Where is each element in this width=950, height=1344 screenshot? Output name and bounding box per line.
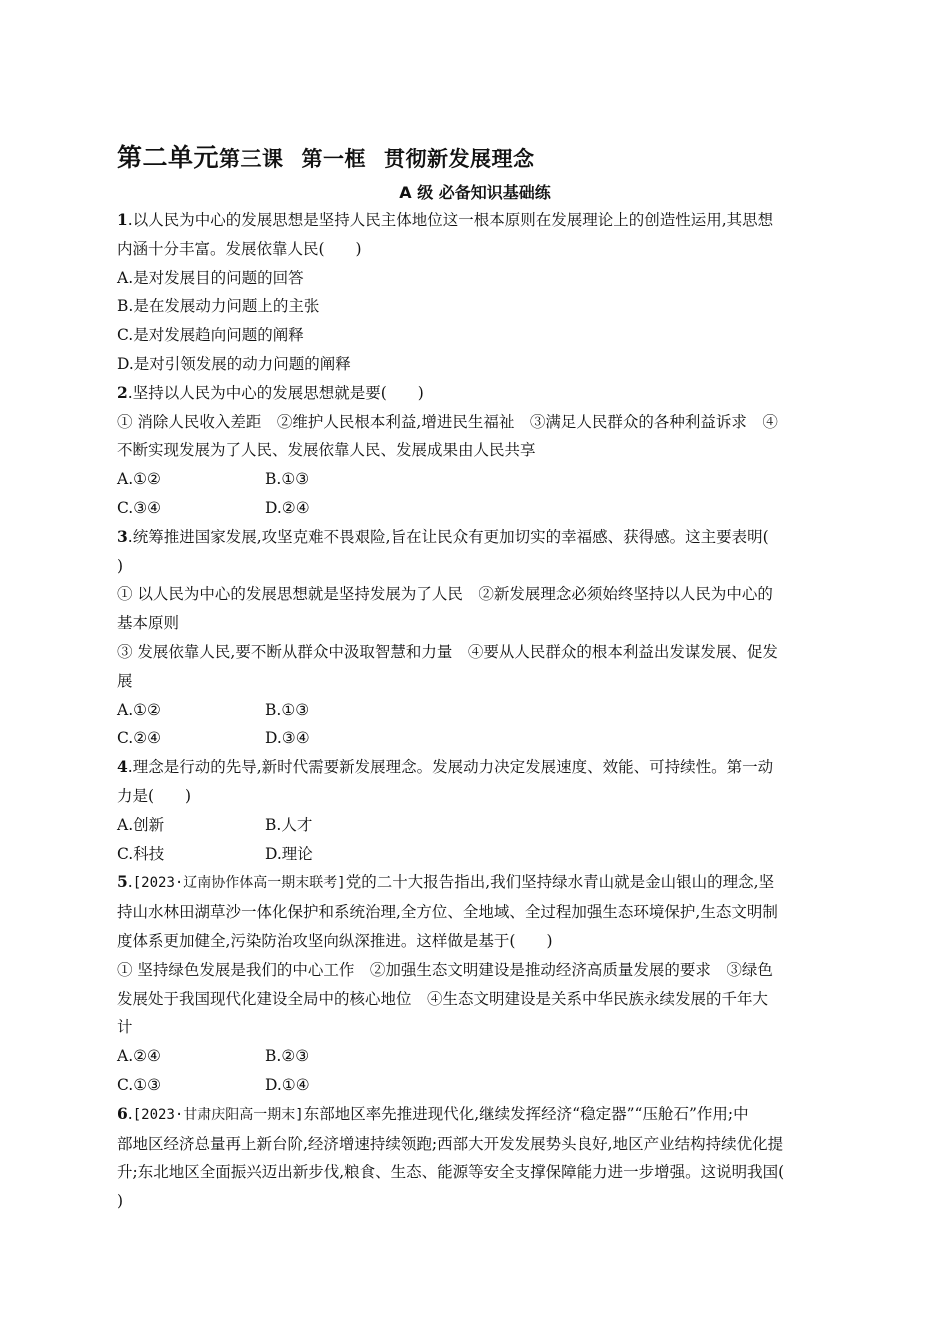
question-text-line: 部地区经济总量再上新台阶,经济增速持续领跑;西部大开发发展势头良好,地区产业结构持续优化提 [117,1134,784,1153]
question-4: 4.理念是行动的先导,新时代需要新发展理念。发展动力决定发展速度、效能、可持续性。第一动 力是( ) A.创新 B.人才 C.科技 D.理论 [117,753,833,868]
question-text-line: 内涵十分丰富。发展依靠人民( ) [117,239,362,258]
section-heading: A 级 必备知识基础练 [399,183,551,202]
question-number: 1 [117,210,128,229]
question-number: 4 [117,757,128,777]
choice-a[interactable]: A.②④ [117,1047,161,1066]
choice-d[interactable]: D.②④ [265,498,310,517]
choice-c[interactable]: C.是对发展趋向问题的阐释 [117,326,304,345]
document-page [117,140,833,1216]
choice-b[interactable]: B.人才 [265,815,313,834]
choice-a[interactable]: A.①② [117,470,161,489]
statement-line: ① 坚持绿色发展是我们的中心工作 ②加强生态文明建设是推动经济高质量发展的要求 ③绿色 [117,960,773,979]
title-frame: 第一框 [301,147,367,171]
statement-line: ① 消除人民收入差距 ②维护人民根本利益,增进民生福祉 ③满足人民群众的各种利益诉求 ④ [117,412,778,431]
question-text-line: 东部地区率先推进现代化,继续发挥经济“稳定器”“压舱石”作用;中 [303,1104,749,1123]
statement-line: 展 [117,671,133,690]
choice-a[interactable]: A.创新 [117,815,165,834]
question-text-line: 度体系更加健全,污染防治攻坚向纵深推进。这样做是基于( ) [117,931,553,950]
question-number: 2 [117,382,128,402]
page-title [117,140,833,176]
statement-line: ③ 发展依靠人民,要不断从群众中汲取智慧和力量 ④要从人民群众的根本利益出发谋发展、促发 [117,642,778,661]
question-source: [2023·辽南协作体高一期末联考] [132,875,346,892]
question-number: 6 [117,1103,128,1123]
question-6: 6.[2023·甘肃庆阳高一期末]东部地区率先推进现代化,继续发挥经济“稳定器”“压舱石”作用;中 部地区经济总量再上新台阶,经济增速持续领跑;西部大开发发展势头良好,地区产业结构持续优化提 升;东北地区全面振兴迈出新步伐,粮食、生态、能源等安全支撑保障能力进一步增强。这说明我国( ) [117,1100,833,1216]
question-1: 1.以人民为中心的发展思想是坚持人民主体地位这一根本原则在发展理论上的创造性运用,其思想 内涵十分丰富。发展依靠人民( ) A.是对发展目的问题的回答 B.是在发展动力问题上的主张 C.是对发展趋向问题的阐释 D.是对引领发展的动力问题的阐释 [117,206,833,379]
question-5: 5.[2023·辽南协作体高一期末联考]党的二十大报告指出,我们坚持绿水青山就是金山银山的理念,坚 持山水林田湖草沙一体化保护和系统治理,全方位、全地域、全过程加强生态环境保护,生态文明制 度体系更加健全,污染防治攻坚向纵深推进。这样做是基于( ) ① 坚持绿色发展是我们的中心工作 ②加强生态文明建设是推动经济高质量发展的要求 ③绿色 发展处于我国现代化建设全局中的核心地位 ④生态文明建设是关系中华民族永续发展的千年大 计 A.②④ B.②③ C.①③ D.①④ [117,868,833,1099]
question-2: 2.坚持以人民为中心的发展思想就是要( ) ① 消除人民收入差距 ②维护人民根本利益,增进民生福祉 ③满足人民群众的各种利益诉求 ④ 不断实现发展为了人民、发展依靠人民、发展成果由人民共享 A.①② B.①③ C.③④ D.②④ [117,379,833,523]
question-text-line: 理念是行动的先导,新时代需要新发展理念。发展动力决定发展速度、效能、可持续性。第一动 [132,758,774,777]
statement-line: 不断实现发展为了人民、发展依靠人民、发展成果由人民共享 [117,441,536,460]
statement-line: ① 以人民为中心的发展思想就是坚持发展为了人民 ②新发展理念必须始终坚持以人民为中心的 [117,585,773,604]
choice-c[interactable]: C.科技 [117,844,165,863]
question-text-line: ) [117,1192,124,1211]
question-number: 5 [117,872,128,892]
choice-d[interactable]: D.理论 [265,844,313,863]
choice-b[interactable]: B.是在发展动力问题上的主张 [117,297,320,316]
title-lesson: 第三课 [219,147,284,171]
choice-b[interactable]: B.②③ [265,1047,310,1066]
question-source: [2023·甘肃庆阳高一期末] [132,1106,304,1123]
question-text-line: 统筹推进国家发展,攻坚克难不畏艰险,旨在让民众有更加切实的幸福感、获得感。这主要表明( [132,527,769,546]
choice-c[interactable]: C.②④ [117,729,162,748]
question-number: 3 [117,526,128,546]
choice-b[interactable]: B.①③ [265,470,310,489]
choice-c[interactable]: C.①③ [117,1075,162,1094]
choice-d[interactable]: D.①④ [265,1075,310,1094]
question-text-line: 力是( ) [117,786,192,805]
question-text-line: 持山水林田湖草沙一体化保护和系统治理,全方位、全地域、全过程加强生态环境保护,生态文明制 [117,903,778,922]
title-topic: 贯彻新发展理念 [384,147,535,171]
title-unit: 第二单元 [117,143,220,172]
choice-a[interactable]: A.①② [117,700,161,719]
question-text-line: ) [117,556,124,575]
question-text-line: 升;东北地区全面振兴迈出新步伐,粮食、生态、能源等安全支撑保障能力进一步增强。这说明我国( [117,1163,785,1182]
question-text-line: 以人民为中心的发展思想是坚持人民主体地位这一根本原则在发展理论上的创造性运用,其思想 [132,211,774,229]
choice-d[interactable]: D.③④ [265,729,310,748]
choice-c[interactable]: C.③④ [117,498,162,517]
choice-a[interactable]: A.是对发展目的问题的回答 [117,268,304,287]
question-text-line: 坚持以人民为中心的发展思想就是要( ) [132,383,424,402]
statement-line: 基本原则 [117,614,180,633]
statement-line: 计 [117,1018,133,1037]
statement-line: 发展处于我国现代化建设全局中的核心地位 ④生态文明建设是关系中华民族永续发展的千年大 [117,989,769,1008]
choice-d[interactable]: D.是对引领发展的动力问题的阐释 [117,354,351,373]
question-3: 3.统筹推进国家发展,攻坚克难不畏艰险,旨在让民众有更加切实的幸福感、获得感。这主要表明( ) ① 以人民为中心的发展思想就是坚持发展为了人民 ②新发展理念必须始终坚持以人民为中心的 基本原则 ③ 发展依靠人民,要不断从群众中汲取智慧和力量 ④要从人民群众的根本利益出发谋发展、促发 展 A.①② B.①③ C.②④ D.③④ [117,523,833,753]
question-text-line: 党的二十大报告指出,我们坚持绿水青山就是金山银山的理念,坚 [345,873,775,892]
choice-b[interactable]: B.①③ [265,700,310,719]
